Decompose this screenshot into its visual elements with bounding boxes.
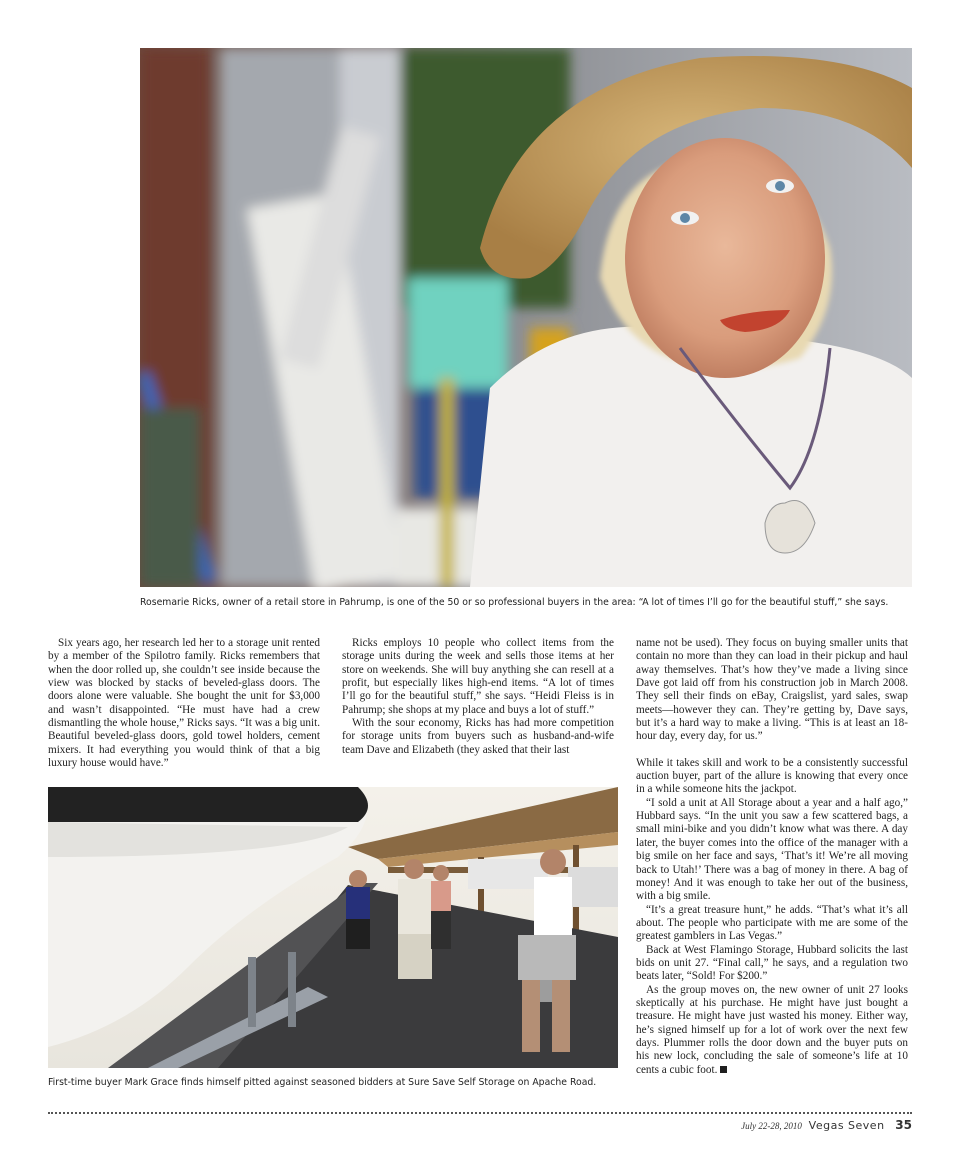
- magazine-name: Vegas Seven: [808, 1119, 885, 1132]
- paragraph-text: As the group moves on, the new owner of unit 27 looks skeptically at his purchase. He might have just bought a treasure. He might have just wasted his money. Either way, he’s signed himself up for a lot of work over the next few days. Plummer rolls the door down and the buyer puts on his new lock, concluding the sale of someone’s life at 10 cents a cubic foot.: [636, 983, 908, 1076]
- paragraph: Ricks employs 10 people who collect items from the storage units during the week and sells those items at her store on weekends. She will buy anything she can resell at a profit, but especially likes high-end items. “A lot of times I’ll go for the beautiful stuff,” she says. “Heidi Fleiss is in Pahrump; she shops at my place and buys a lot of stuff.”: [342, 637, 614, 716]
- paragraph: While it takes skill and work to be a consistently successful auction buyer, part of the allure is knowing that every once in a while someone hits the jackpot.: [636, 756, 908, 796]
- end-mark-icon: [720, 1066, 727, 1073]
- footer-divider: [48, 1112, 912, 1114]
- top-photo: [140, 48, 912, 587]
- paragraph: name not be used). They focus on buying smaller units that contain no more than they can load in their pickup and haul away themselves. That’s how they’ve made a living since Dave got laid off from his construction job in March 2008. They sell their finds on eBay, Craigslist, yard sales, swap meets—however they can. They’re getting by, Dave says, but it’s a hard way to make a living. “This is at least an 18-hour day, every day, for us.”: [636, 637, 908, 743]
- issue-date: July 22-28, 2010: [741, 1121, 802, 1131]
- article-column-2: [342, 637, 614, 757]
- bottom-photo: [48, 787, 618, 1068]
- bottom-photo-caption: First-time buyer Mark Grace finds himself pitted against seasoned bidders at Sure Save Self Storage on Apache Road.: [48, 1077, 597, 1088]
- article-column-1: [48, 637, 320, 770]
- paragraph: “I sold a unit at All Storage about a year and a half ago,” Hubbard says. “In the unit you saw a few scattered bags, a small mini-bike and you didn’t know what was there. A day later, the buyer comes into the office of the manager with a big smile on her face and says, ‘That’s it! We’re all moving back to Utah!’ There was a bag of money in there. A bag of money! And it was enough to take her out of the business, with a big smile.: [636, 796, 908, 903]
- paragraph: Back at West Flamingo Storage, Hubbard solicits the last bids on unit 27. “Final call,” he says, and a regulation two beats later, “Sold! For $200.”: [636, 943, 908, 983]
- paragraph: “It’s a great treasure hunt,” he adds. “That’s what it’s all about. The people who participate with me are some of the greatest gamblers in Las Vegas.”: [636, 903, 908, 943]
- paragraph: With the sour economy, Ricks has had more competition for storage units from buyers such as husband-and-wife team Dave and Elizabeth (they asked that their last: [342, 717, 614, 756]
- paragraph: [636, 984, 908, 1077]
- article-column-3: [636, 637, 908, 1077]
- page-footer: [741, 1118, 912, 1132]
- page-number: 35: [895, 1118, 912, 1132]
- paragraph: Six years ago, her research led her to a storage unit rented by a member of the Spilotro family. Ricks remembers that when the door rolled up, she couldn’t see inside because the view was blocked by stacks of beveled-glass doors. The doors alone were valuable. She bought the unit for $3,000 and wasn’t disappointed. “He must have had a crew dismantling the whole house,” Ricks says. “It was a big unit. Beautiful beveled-glass doors, gold towel holders, cement mixers. It had everything you would think of that a big luxury house would have.”: [48, 637, 320, 770]
- top-photo-caption: Rosemarie Ricks, owner of a retail store in Pahrump, is one of the 50 or so professional buyers in the area: “A lot of times I’ll go for the beautiful stuff,” she says.: [140, 597, 889, 608]
